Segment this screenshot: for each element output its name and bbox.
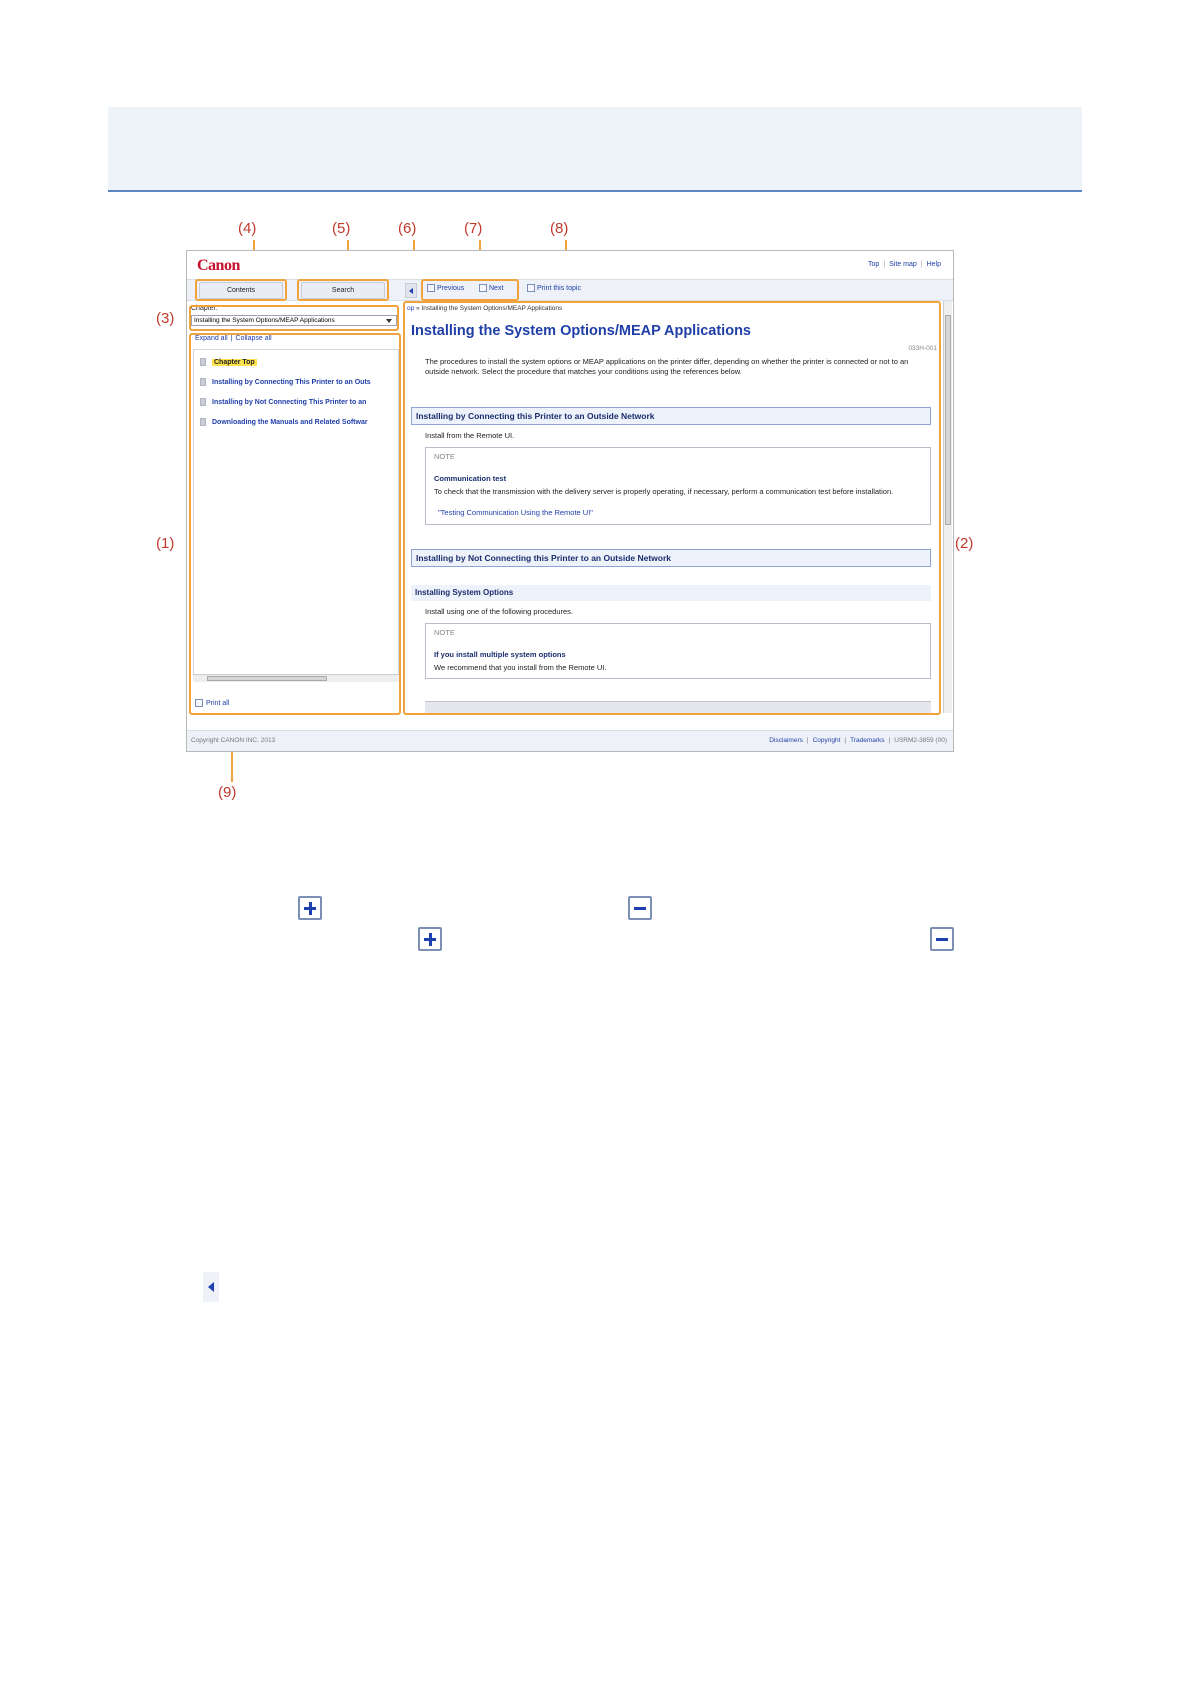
callout-4: (4) xyxy=(238,220,257,237)
expand-plus-icon xyxy=(298,896,322,920)
copyright-text: Copyright CANON INC. 2013 xyxy=(191,737,276,744)
hide-pane-button[interactable] xyxy=(405,283,417,298)
expand-all-link[interactable]: Expand all xyxy=(195,335,228,342)
note-label: NOTE xyxy=(434,452,455,461)
callout-2: (2) xyxy=(955,535,974,552)
callout-7: (7) xyxy=(464,220,483,237)
callout-3: (3) xyxy=(156,310,175,327)
callout-1: (1) xyxy=(156,535,175,552)
previous-label: Previous xyxy=(437,284,465,292)
topic-intro: The procedures to install the system options or MEAP applications on the printer differ, depending on whether the printer is connected or not to an outside network. Select the procedure that matches your conditions using the references below. xyxy=(425,357,909,376)
tab-search[interactable]: Search xyxy=(301,282,385,299)
callout-6: (6) xyxy=(398,220,417,237)
footer-link-disclaimers[interactable]: Disclaimers xyxy=(769,737,803,744)
print-topic-button[interactable] xyxy=(527,284,581,292)
collapse-minus-icon xyxy=(930,927,954,951)
hide-pane-triangle-icon xyxy=(203,1272,219,1302)
note-text: We recommend that you install from the Remote UI. xyxy=(434,663,607,672)
note-title: If you install multiple system options xyxy=(434,650,566,659)
highlight-contents-tab xyxy=(195,279,287,301)
vertical-scrollbar[interactable] xyxy=(943,301,952,713)
print-all-label: Print all xyxy=(206,699,230,707)
highlight-topic-pane xyxy=(403,301,941,715)
subsection-heading: Installing System Options xyxy=(411,585,931,601)
note-link[interactable]: "Testing Communication Using the Remote UI" xyxy=(438,508,593,517)
next-label: Next xyxy=(489,284,504,292)
tree-item[interactable]: Chapter Top xyxy=(200,358,257,366)
note-label: NOTE xyxy=(434,628,455,637)
tree-item[interactable]: Installing by Connecting This Printer to an Outs xyxy=(200,378,371,386)
highlight-search-tab xyxy=(297,279,389,301)
section-heading[interactable]: Installing by Not Connecting this Printer to an Outside Network xyxy=(411,549,931,567)
help-window-screenshot xyxy=(186,250,954,752)
note-text: To check that the transmission with the delivery server is properly operating, if necessary, perform a communication test before installation. xyxy=(434,487,894,496)
document-code: USRM2-3859 (00) xyxy=(894,737,947,744)
tree-item[interactable]: Installing by Not Connecting This Printer to an xyxy=(200,398,366,406)
highlight-prev-next xyxy=(421,279,519,301)
footer-links: Disclaimers | Copyright | Trademarks | USRM2-3859 (00) xyxy=(769,737,947,744)
top-bar xyxy=(187,251,953,279)
print-icon xyxy=(527,284,535,292)
collapse-all-link[interactable]: Collapse all xyxy=(235,335,272,342)
section-text: Install from the Remote UI. xyxy=(425,431,515,440)
top-link-help[interactable]: Help xyxy=(926,261,941,268)
collapse-minus-icon xyxy=(628,896,652,920)
tree-item[interactable]: Downloading the Manuals and Related Softwar xyxy=(200,418,368,426)
canon-logo: Canon xyxy=(197,257,240,274)
footer-link-trademarks[interactable]: Trademarks xyxy=(850,737,885,744)
breadcrumb-link[interactable]: op xyxy=(407,305,415,312)
expand-plus-icon xyxy=(418,927,442,951)
topic-id: 033H-001 xyxy=(908,345,937,352)
callout-5: (5) xyxy=(332,220,351,237)
highlight-chapter-select xyxy=(189,305,399,331)
top-link-top[interactable]: Top xyxy=(868,261,880,268)
footer xyxy=(187,730,953,751)
footer-link-copyright[interactable]: Copyright xyxy=(812,737,841,744)
callout-8: (8) xyxy=(550,220,569,237)
chapter-label: Chapter: xyxy=(191,305,218,312)
note-title: Communication test xyxy=(434,474,507,483)
top-link-site-map[interactable]: Site map xyxy=(889,261,917,268)
breadcrumb: op » Installing the System Options/MEAP Applications xyxy=(407,305,563,312)
section-heading[interactable]: Installing by Connecting this Printer to an Outside Network xyxy=(411,407,931,425)
callout-9: (9) xyxy=(218,784,237,801)
topic-title: Installing the System Options/MEAP Applications xyxy=(411,323,751,339)
subsection-text: Install using one of the following procedures. xyxy=(425,607,574,616)
page-header-band xyxy=(108,107,1082,192)
chapter-select[interactable]: Installing the System Options/MEAP Applications xyxy=(191,315,397,326)
expand-collapse-row: Expand all | Collapse all xyxy=(195,335,272,342)
highlight-contents-tree xyxy=(189,333,401,715)
print-topic-label: Print this topic xyxy=(537,284,581,292)
tab-contents[interactable]: Contents xyxy=(199,282,283,299)
top-links: Top | Site map | Help xyxy=(868,261,941,268)
